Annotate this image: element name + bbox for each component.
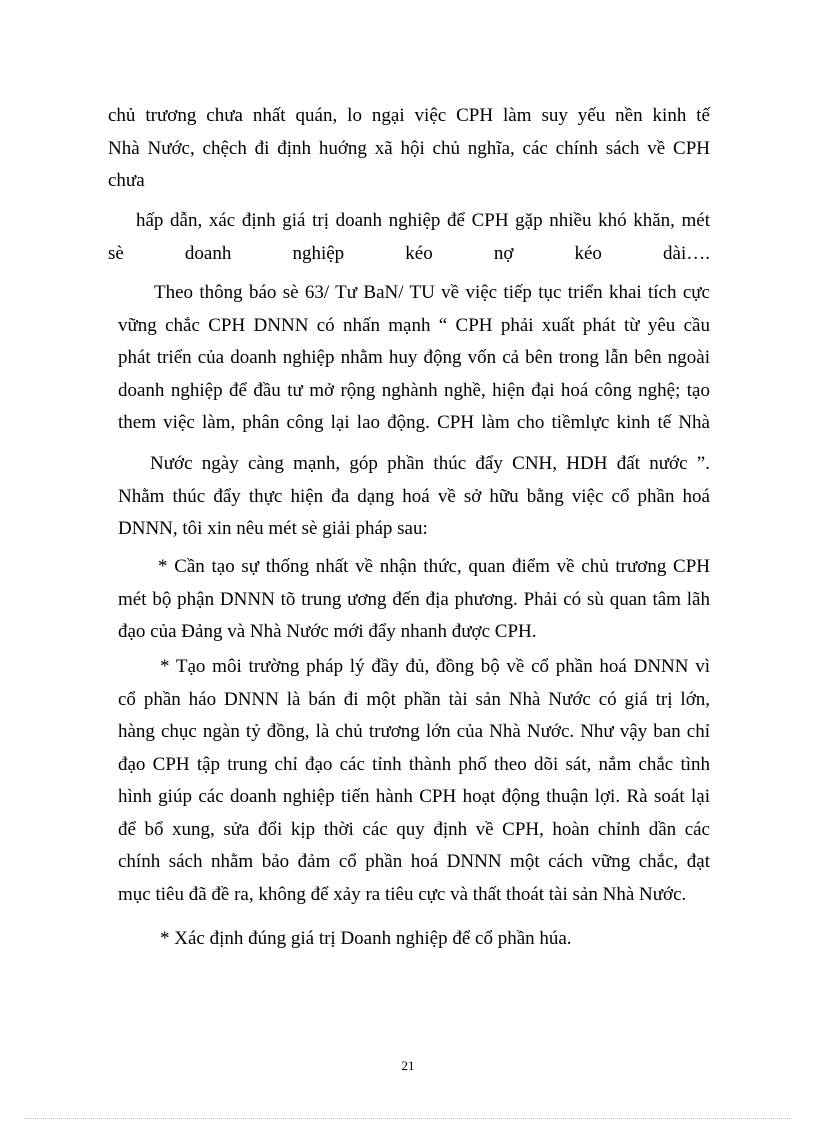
paragraph-4-line-3: DNNN, tôi xin nêu mét sè giải pháp sau: xyxy=(118,518,428,539)
paragraph-6-line-6: để bổ xung, sửa đổi kịp thời các quy định về CPH, hoàn chỉnh dần các xyxy=(118,818,710,840)
footer-divider xyxy=(24,1118,792,1119)
paragraph-2-line-2: sè doanh nghiệp kéo nợ kéo dài…. xyxy=(108,242,710,264)
paragraph-5-line-3: đạo của Đảng và Nhà Nước mới đẩy nhanh được CPH. xyxy=(118,621,537,642)
paragraph-4-line-2: Nhằm thúc đẩy thực hiện đa dạng hoá về sở hữu bằng việc cổ phần hoá xyxy=(118,485,710,507)
paragraph-3 xyxy=(108,277,710,440)
paragraph-6-line-8: mục tiêu đã đề ra, không để xảy ra tiêu cực và thất thoát tài sản Nhà Nước. xyxy=(118,883,687,905)
paragraph-3-line-5: them việc làm, phân công lại lao động. CPH làm cho tiềmlực kinh tế Nhà xyxy=(118,412,710,433)
paragraph-2-line-1: hấp dẫn, xác định giá trị doanh nghiệp để CPH gặp nhiều khó khăn, mét xyxy=(136,210,710,231)
paragraph-4 xyxy=(108,448,710,546)
paragraph-3-line-3: phát triển của doanh nghiệp nhằm huy động vốn cả bên trong lẫn bên ngoài xyxy=(118,347,710,368)
paragraph-4-line-1: Nước ngày càng mạnh, góp phần thúc đẩy CNH, HDH đất nước ”. xyxy=(150,453,710,474)
paragraph-5-line-1: * Cần tạo sự thống nhất về nhận thức, quan điểm về chủ trương CPH xyxy=(158,556,710,577)
paragraph-3-line-2: vững chắc CPH DNNN có nhấn mạnh “ CPH phải xuất phát từ yêu cầu xyxy=(118,314,710,336)
paragraph-6-line-2: cổ phần háo DNNN là bán đi một phần tài sản Nhà Nước có giá trị lớn, xyxy=(118,688,710,710)
paragraph-6 xyxy=(108,651,710,911)
paragraph-1-line-2: Nhà Nước, chệch đi định huớng xã hội chủ nghĩa, các chính sách về CPH xyxy=(108,137,710,159)
paragraph-3-line-1: Theo thông báo sè 63/ Tư BaN/ TU về việc tiếp tục triển khai tích cực xyxy=(154,282,710,303)
paragraph-5 xyxy=(108,551,710,649)
paragraph-6-line-7: chính sách nhằm bảo đảm cổ phần hoá DNNN một cách vững chắc, đạt xyxy=(118,851,710,872)
paragraph-5-line-2: mét bộ phận DNNN tõ trung ương đến địa phương. Phải có sù quan tâm lãh xyxy=(118,588,710,610)
paragraph-1-line-1: chủ trương chưa nhất quán, lo ngại việc CPH làm suy yếu nền kinh tế xyxy=(108,105,710,126)
paragraph-3-line-4: doanh nghiệp để đầu tư mở rộng nghành nghề, hiện đại hoá công nghệ; tạo xyxy=(118,379,710,401)
paragraph-2 xyxy=(108,205,710,270)
page-number: 21 xyxy=(401,1058,415,1073)
paragraph-1-line-3: chưa xyxy=(108,170,145,191)
paragraph-6-line-4: đạo CPH tập trung chỉ đạo các tỉnh thành phố theo dõi sát, nắm chắc tình xyxy=(118,753,710,775)
paragraph-7 xyxy=(108,923,710,956)
paragraph-6-line-1: * Tạo môi trường pháp lý đầy đủ, đồng bộ về cổ phần hoá DNNN vì xyxy=(160,656,710,677)
paragraph-1 xyxy=(108,100,710,198)
paragraph-7-line-1: * Xác định đúng giá trị Doanh nghiệp để cổ phần húa. xyxy=(160,928,572,949)
paragraph-6-line-5: hình giúp các doanh nghiệp tiến hành CPH hoạt động thuận lợi. Rà soát lại xyxy=(118,786,710,807)
paragraph-6-line-3: hàng chục ngàn tỷ đồng, là chủ trương lớn của Nhà Nước. Như vậy ban chỉ xyxy=(118,721,710,742)
